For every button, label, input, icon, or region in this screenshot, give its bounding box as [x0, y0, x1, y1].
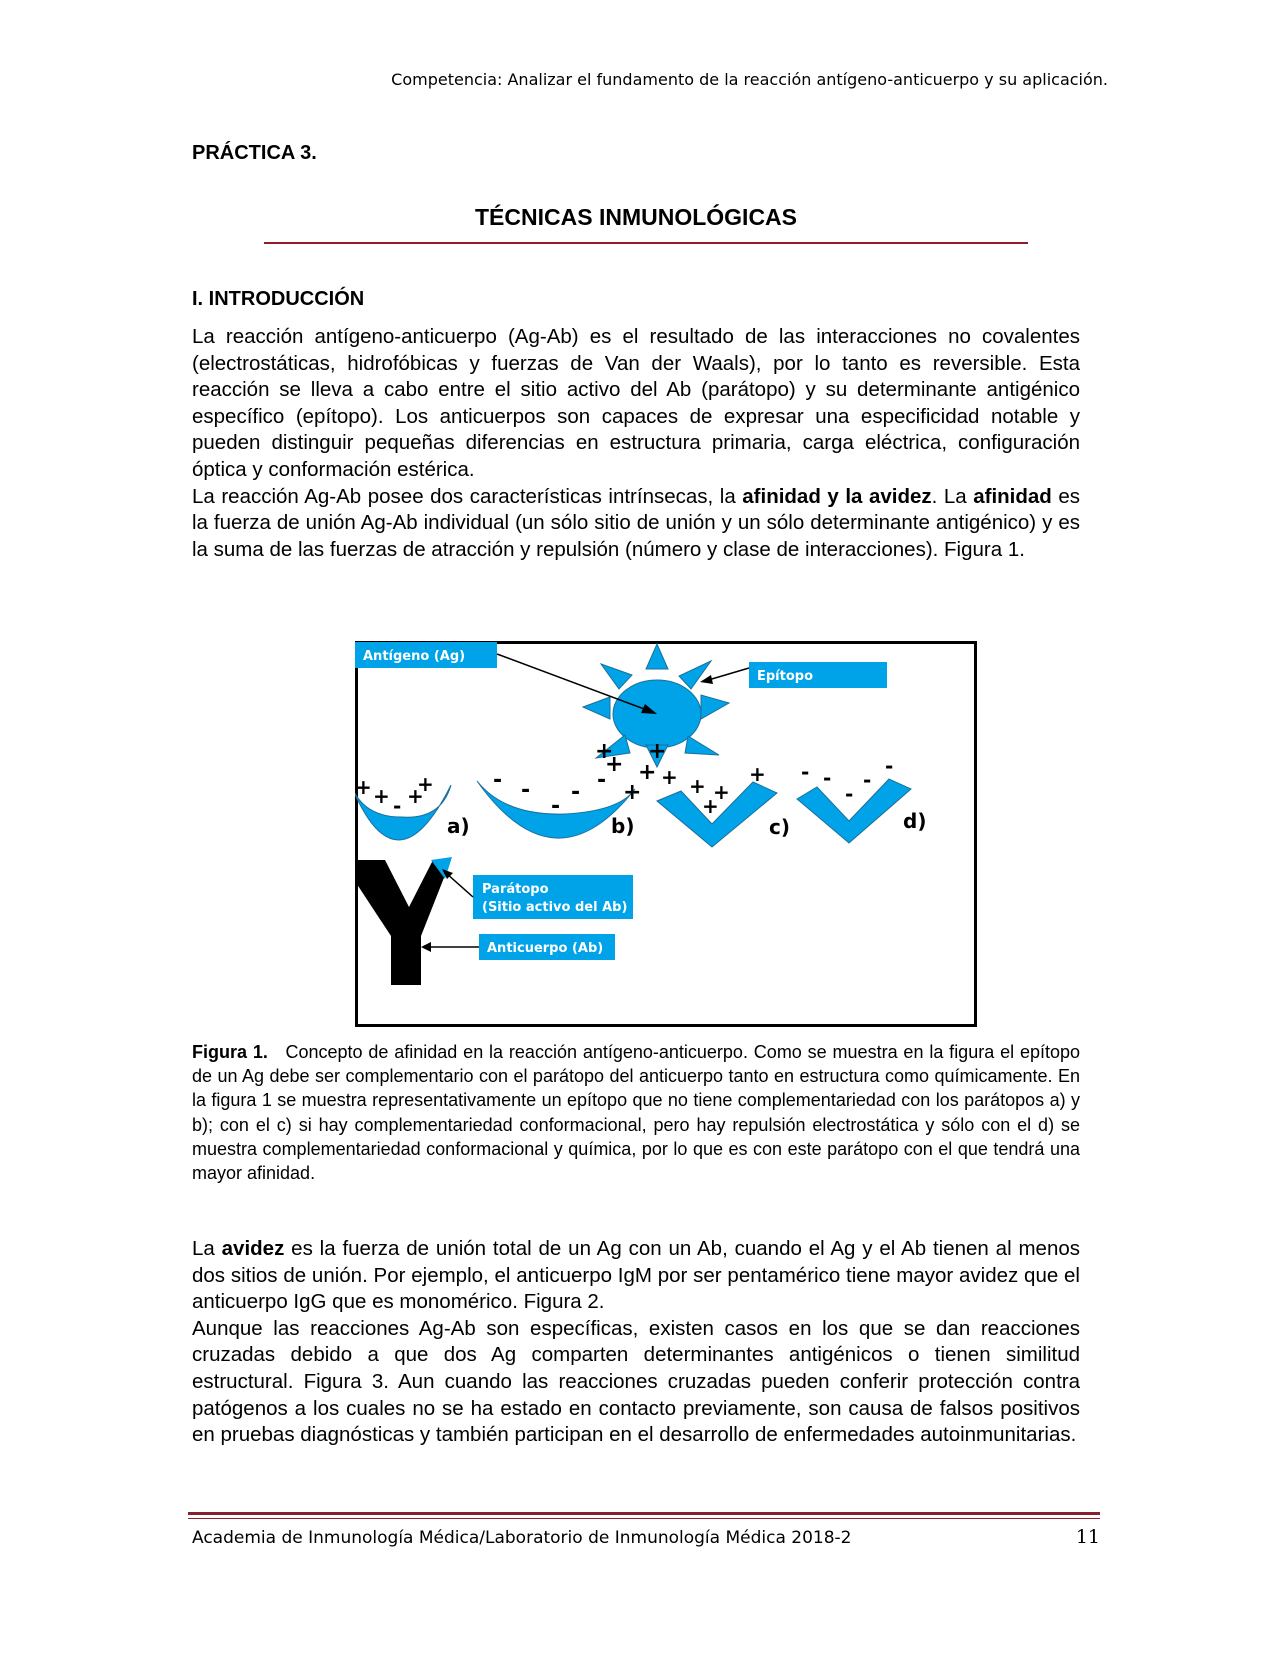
section-heading: I. INTRODUCCIÓN	[192, 288, 365, 310]
p3-bold-avidez: avidez	[221, 1237, 285, 1260]
label-epitopo: Epítopo	[757, 669, 814, 684]
charge: +	[373, 784, 390, 808]
charge: -	[801, 760, 810, 784]
charge: +	[661, 765, 678, 789]
label-paratopo-line1: Parátopo	[482, 882, 549, 897]
charge: -	[571, 780, 581, 805]
label-c: c)	[769, 815, 790, 839]
body-text-2	[192, 1236, 1080, 1449]
caption-text: Concepto de afinidad en la reacción antígeno-anticuerpo. Como se muestra en la figura el epítopo de un Ag debe ser complementario con el parátopo del anticuerpo tanto en estructura como químicamente. En la figura 1 se muestra representativamente un epítopo que no tiene complementariedad con los parátopos a) y b); con el c) si hay complementariedad conformacional, pero hay repulsión electrostática y sólo con el d) se muestra complementariedad conformacional y química, por lo que es con este parátopo con el que tendrá una mayor afinidad.	[192, 1042, 1080, 1184]
charge: +	[749, 762, 766, 786]
footer-academia: Academia de Inmunología Médica/Laboratorio de Inmunología Médica 2018-2	[192, 1528, 852, 1548]
charge: +	[713, 780, 730, 804]
charge: +	[648, 739, 667, 764]
label-paratopo-line2: (Sitio activo del Ab)	[482, 900, 628, 915]
charge: -	[493, 768, 503, 793]
caption-label: Figura 1.	[192, 1042, 268, 1062]
p2-text-c: es la fuerza de unión Ag-Ab individual (un sólo sitio de unión y un sólo determinante antigénico) y es la suma de las fuerzas de atracción y repulsión (número y clase de interacciones). Figura 1.	[192, 484, 1081, 561]
charge: +	[689, 774, 706, 798]
intro-paragraph-1: La reacción antígeno-anticuerpo (Ag-Ab) es el resultado de las interacciones no covalentes (electrostáticas, hidrofóbicas y fuerzas de Van der Waals), por lo tanto es reversible. Esta reacción se lleva a cabo entre el sitio activo del Ab (parátopo) y su determinante antigénico específico (epítopo). Los anticuerpos son capaces de expresar una especificidad notable y pueden distinguir pequeñas diferencias en estructura primaria, carga eléctrica, configuración óptica y conformación estérica.	[192, 325, 1080, 481]
p2-text-a: La reacción Ag-Ab posee dos características intrínsecas, la	[192, 484, 743, 508]
practica-heading: PRÁCTICA 3.	[192, 142, 317, 164]
intro-text	[192, 324, 1080, 563]
charge: -	[597, 768, 607, 793]
charge: +	[702, 794, 719, 818]
page-number: 11	[1075, 1526, 1100, 1548]
label-d: d)	[903, 809, 927, 833]
header-competencia: Competencia: Analizar el fundamento de la reacción antígeno-anticuerpo y su aplicación.	[391, 70, 1108, 89]
charge: +	[638, 760, 657, 785]
figure-1-diagram	[355, 641, 977, 1027]
caption-paragraph	[192, 1040, 1080, 1185]
p2-bold-afinidad: afinidad	[973, 484, 1052, 508]
body-paragraph-4: Aunque las reacciones Ag-Ab son específicas, existen casos en los que se dan reacciones cruzadas debido a que dos Ag comparten determinantes antigénicos o tienen similitud estructural. Figura 3. Aun cuando las reacciones cruzadas pueden conferir protección contra patógenos a los cuales no se ha estado en contacto previamente, son causa de falsos positivos en pruebas diagnósticas y también participan en el desarrollo de enfermedades autoinmunitarias.	[192, 1316, 1080, 1447]
charge: +	[595, 739, 614, 764]
label-b: b)	[611, 814, 635, 838]
label-antigeno: Antígeno (Ag)	[363, 649, 466, 664]
charge: -	[885, 754, 894, 778]
label-anticuerpo: Anticuerpo (Ab)	[487, 941, 604, 956]
charge: +	[355, 775, 372, 799]
charge: -	[521, 778, 531, 803]
intro-paragraph-2	[192, 484, 1080, 564]
p3-text-b: es la fuerza de unión total de un Ag con un Ab, cuando el Ag y el Ab tienen al menos dos sitios de unión. Por ejemplo, el anticuerpo IgM por ser pentamérico tiene mayor avidez que el anticuerpo IgG que es monomérico. Figura 2.	[192, 1237, 1080, 1314]
title-underline	[264, 242, 1028, 244]
charge: -	[393, 794, 402, 818]
p2-bold-afinidad-avidez: afinidad y la avidez	[742, 484, 932, 508]
page-title: TÉCNICAS INMUNOLÓGICAS	[475, 204, 797, 230]
charge: -	[823, 766, 832, 790]
charge: +	[605, 752, 624, 777]
p3-text-a: La	[192, 1237, 222, 1260]
charge: -	[845, 782, 854, 806]
label-a: a)	[447, 814, 470, 838]
charge: +	[407, 784, 424, 808]
footer-rule-thin	[188, 1518, 1100, 1519]
charge: +	[417, 772, 434, 796]
footer-rule-thick	[188, 1512, 1100, 1515]
body-paragraph-3	[192, 1236, 1080, 1316]
figure-1-caption	[192, 1040, 1080, 1185]
p2-text-b: . La	[931, 484, 974, 508]
charge: -	[863, 768, 872, 792]
charge: -	[551, 794, 561, 819]
charge: +	[623, 780, 642, 805]
